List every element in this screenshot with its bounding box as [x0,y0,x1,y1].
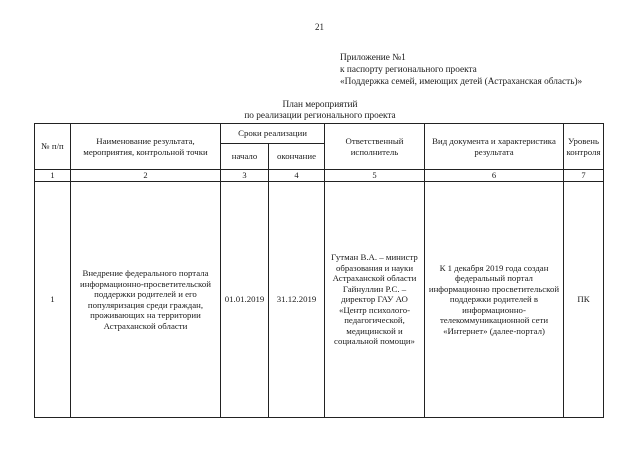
row-name: Внедрение федерального портала информационно-просветительской поддержки родителей и его популяризация среди граждан, проживающих на территории Астраханской области [71,182,221,418]
header-name: Наименование результата, мероприятия, контрольной точки [71,124,221,170]
column-number: 7 [564,170,604,182]
row-num: 1 [35,182,71,418]
row-end-date: 31.12.2019 [269,182,325,418]
plan-heading [0,100,640,122]
row-document: К 1 декабря 2019 года создан федеральный портал информационно просветительской поддержки родителей в информационно-телекоммуникационной сети «Интернет» (далее-портал) [425,182,564,418]
header-num: № п/п [35,124,71,170]
column-number: 4 [269,170,325,182]
row-level: ПК [564,182,604,418]
appendix-passport-line: к паспорту регионального проекта [340,65,477,75]
page-number: 21 [315,22,324,32]
plan-table [34,123,604,418]
appendix-title: Приложение №1 [340,53,406,63]
header-terms: Сроки реализации [221,124,325,144]
plan-subtitle: по реализации регионального проекта [244,111,396,121]
column-number: 5 [325,170,425,182]
row-responsible: Гутман В.А. – министр образования и науки Астраханской области Гайнуллин Р.С. – директор ГАУ АО «Центр психолого-педагогической, медицинской и социальной помощи» [325,182,425,418]
column-number: 1 [35,170,71,182]
table-row [35,182,604,418]
column-number: 6 [425,170,564,182]
column-number: 3 [221,170,269,182]
plan-title: План мероприятий [282,100,358,110]
header-level: Уровень контроля [564,124,604,170]
column-number: 2 [71,170,221,182]
header-document: Вид документа и характеристика результата [425,124,564,170]
header-start: начало [221,144,269,170]
appendix-project-name: «Поддержка семей, имеющих детей (Астраханская область)» [340,77,583,87]
appendix-block [340,52,582,88]
table-header-row [35,124,604,144]
row-start-date: 01.01.2019 [221,182,269,418]
column-number-row [35,170,604,182]
header-end: окончание [269,144,325,170]
header-responsible: Ответственный исполнитель [325,124,425,170]
